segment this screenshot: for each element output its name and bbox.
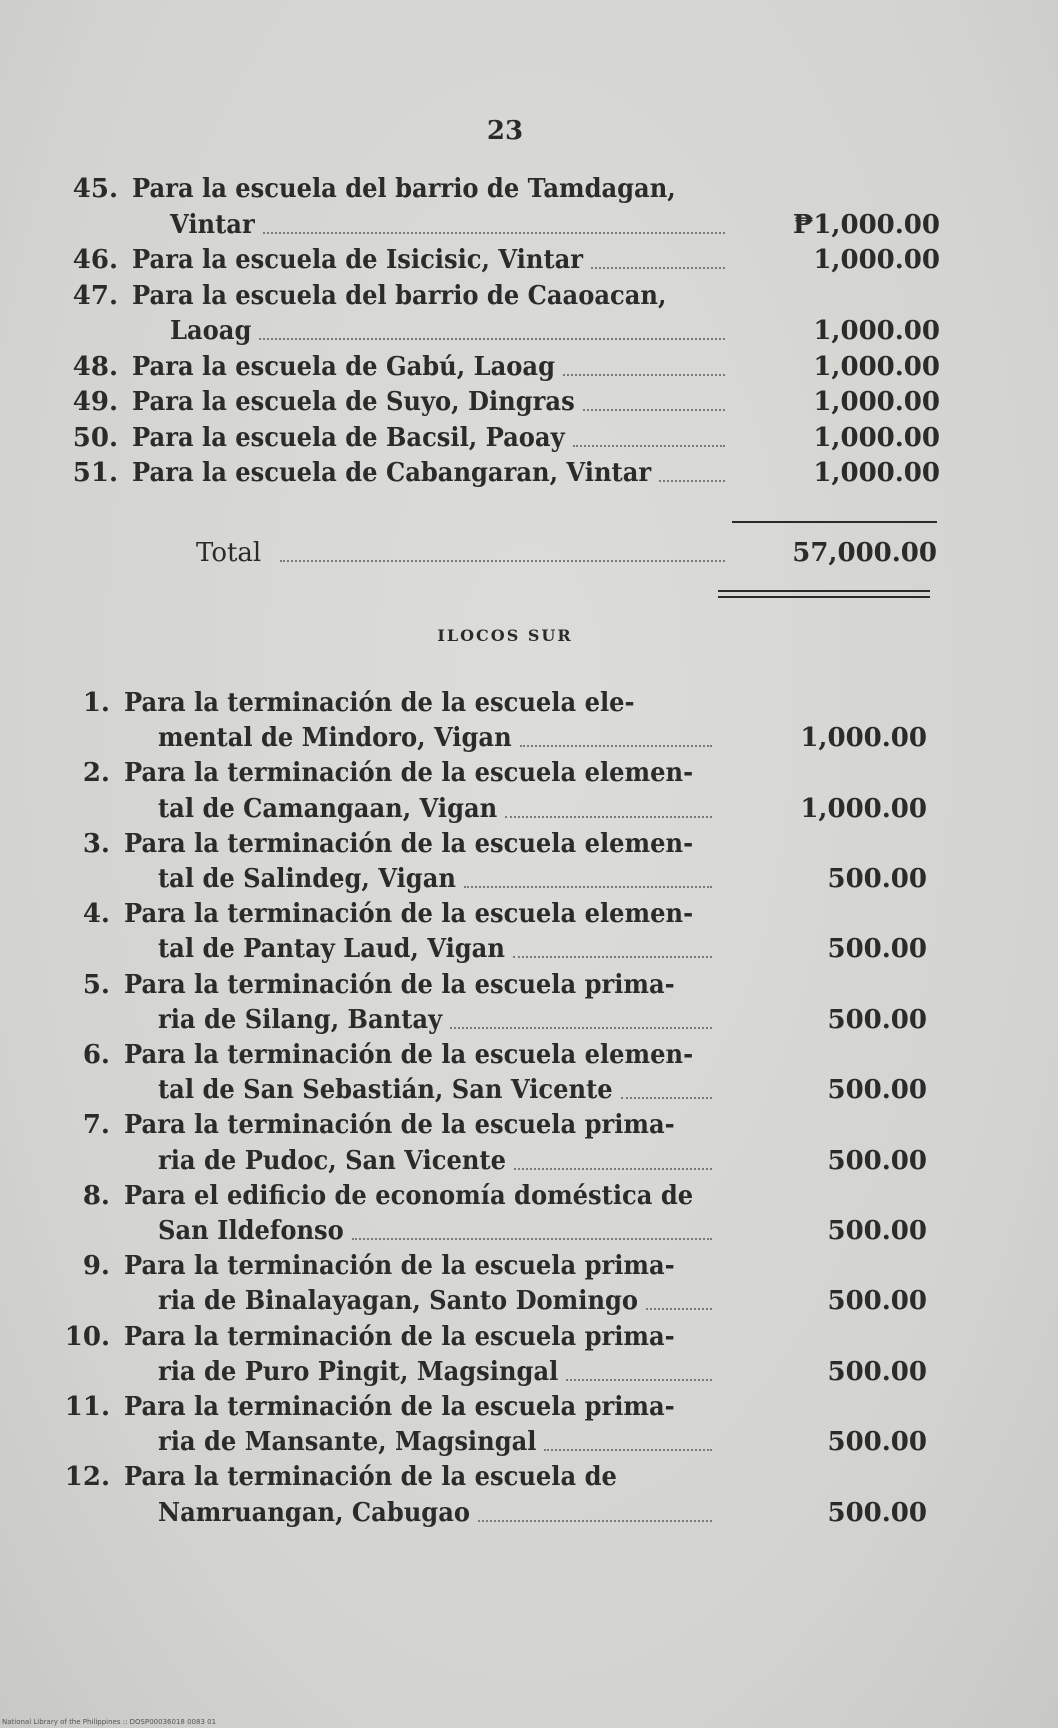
list-item-line bbox=[0, 1284, 1058, 1318]
total-label: Total bbox=[196, 538, 262, 568]
list-item-line bbox=[0, 756, 1058, 790]
list-item-line bbox=[0, 208, 1058, 242]
list-item-line bbox=[0, 686, 1058, 720]
item-description: Para la escuela de Isicisic, Vintar bbox=[132, 245, 584, 275]
item-number: 5. bbox=[82, 969, 110, 1000]
item-description: Para la terminación de la escuela elemen- bbox=[124, 899, 694, 930]
leader-dots bbox=[505, 814, 712, 818]
list-item-line bbox=[0, 1214, 1058, 1248]
list-item-line bbox=[0, 721, 1058, 755]
item-number: 12. bbox=[64, 1462, 110, 1493]
list-item-line bbox=[0, 1320, 1058, 1354]
list-item-line bbox=[0, 1179, 1058, 1213]
leader-dots bbox=[646, 1306, 712, 1310]
item-description: San Ildefonso bbox=[158, 1216, 344, 1246]
list-item-line bbox=[0, 1003, 1058, 1037]
leader-dots bbox=[621, 1095, 712, 1099]
list-item-line bbox=[0, 350, 1058, 384]
item-amount: 500.00 bbox=[827, 1075, 927, 1106]
list-item-line bbox=[0, 279, 1058, 313]
leader-dots bbox=[450, 1025, 712, 1029]
item-amount: 1,000.00 bbox=[813, 458, 940, 488]
item-description: Para el edificio de economía doméstica de bbox=[124, 1180, 694, 1211]
item-description: tal de San Sebastián, San Vicente bbox=[158, 1075, 613, 1106]
item-amount: 1,000.00 bbox=[800, 793, 927, 824]
item-description: Para la terminación de la escuela de bbox=[124, 1462, 617, 1493]
item-description: Para la escuela del barrio de Tamdagan, bbox=[132, 174, 676, 204]
total-double-rule-bottom bbox=[718, 596, 930, 598]
item-number: 1. bbox=[82, 688, 110, 718]
leader-dots bbox=[514, 1166, 712, 1170]
item-description: ria de Binalayagan, Santo Domingo bbox=[158, 1286, 639, 1317]
item-amount: 500.00 bbox=[827, 864, 927, 894]
list-item-line bbox=[0, 827, 1058, 861]
item-amount: ₱1,000.00 bbox=[792, 209, 940, 240]
item-description: tal de Pantay Laud, Vigan bbox=[158, 934, 505, 965]
list-item-line bbox=[0, 1249, 1058, 1283]
item-number: 45. bbox=[72, 174, 118, 204]
list-item-line bbox=[0, 456, 1058, 490]
leader-dots bbox=[583, 407, 725, 411]
item-number: 51. bbox=[72, 458, 118, 488]
item-description: tal de Camangaan, Vigan bbox=[158, 793, 498, 824]
leader-dots bbox=[520, 743, 712, 747]
list-item-line bbox=[0, 897, 1058, 931]
item-number: 7. bbox=[82, 1110, 110, 1141]
item-amount: 1,000.00 bbox=[813, 351, 940, 382]
item-description: ria de Pudoc, San Vicente bbox=[158, 1145, 506, 1176]
item-amount: 500.00 bbox=[827, 1004, 927, 1035]
leader-dots bbox=[573, 443, 725, 447]
item-description: Namruangan, Cabugao bbox=[158, 1497, 471, 1528]
item-description: Para la escuela de Cabangaran, Vintar bbox=[132, 458, 652, 488]
leader-dots bbox=[464, 884, 712, 888]
item-amount: 1,000.00 bbox=[813, 316, 940, 346]
leader-dots bbox=[259, 336, 725, 340]
list-item-line bbox=[0, 1425, 1058, 1459]
leader-dots bbox=[544, 1447, 712, 1451]
item-description: Para la terminación de la escuela elemen- bbox=[124, 758, 694, 789]
leader-dots bbox=[563, 372, 725, 376]
list-item-line bbox=[0, 1144, 1058, 1178]
item-description: Para la terminación de la escuela prima- bbox=[124, 1392, 675, 1422]
item-number: 50. bbox=[72, 422, 118, 453]
item-amount: 500.00 bbox=[827, 1427, 927, 1458]
item-amount: 500.00 bbox=[827, 1216, 927, 1246]
item-number: 11. bbox=[64, 1392, 110, 1422]
item-number: 4. bbox=[82, 899, 110, 930]
leader-dots bbox=[566, 1377, 712, 1381]
list-item-line bbox=[0, 792, 1058, 826]
section-title: ILOCOS SUR bbox=[437, 626, 573, 645]
list-item-line bbox=[0, 968, 1058, 1002]
item-number: 9. bbox=[82, 1251, 110, 1282]
leader-dots bbox=[478, 1518, 712, 1522]
leader-dots bbox=[513, 954, 712, 958]
list-item-line bbox=[0, 1073, 1058, 1107]
item-description: ria de Mansante, Magsingal bbox=[158, 1427, 537, 1458]
list-item-line bbox=[0, 385, 1058, 419]
item-amount: 500.00 bbox=[827, 1286, 927, 1317]
list-item-line bbox=[0, 421, 1058, 455]
item-description: Para la terminación de la escuela prima- bbox=[124, 969, 675, 1000]
item-description: Laoag bbox=[170, 316, 252, 346]
list-item-line bbox=[0, 172, 1058, 206]
total-amount: 57,000.00 bbox=[792, 538, 937, 568]
leader-dots bbox=[280, 558, 725, 562]
item-number: 47. bbox=[72, 280, 118, 311]
item-amount: 500.00 bbox=[827, 1497, 927, 1528]
item-description: Para la terminación de la escuela elemen- bbox=[124, 1040, 694, 1070]
item-amount: 500.00 bbox=[827, 934, 927, 965]
item-description: ria de Puro Pingit, Magsingal bbox=[158, 1356, 559, 1387]
list-item-line bbox=[0, 1355, 1058, 1389]
item-number: 8. bbox=[82, 1180, 110, 1211]
list-item-line bbox=[0, 862, 1058, 896]
item-description: Para la escuela de Gabú, Laoag bbox=[132, 351, 555, 382]
item-amount: 1,000.00 bbox=[800, 723, 927, 754]
page-number: 23 bbox=[486, 116, 524, 146]
list-item-line bbox=[0, 1496, 1058, 1530]
item-amount: 500.00 bbox=[827, 1145, 927, 1176]
leader-dots bbox=[263, 230, 725, 234]
item-description: Vintar bbox=[170, 209, 255, 240]
leader-dots bbox=[659, 478, 725, 482]
item-description: Para la escuela del barrio de Caaoacan, bbox=[132, 280, 667, 311]
item-description: Para la terminación de la escuela prima- bbox=[124, 1110, 675, 1141]
item-description: Para la terminación de la escuela prima- bbox=[124, 1251, 675, 1282]
list-item-line bbox=[0, 1038, 1058, 1072]
item-number: 48. bbox=[72, 351, 118, 382]
total-row bbox=[0, 536, 1058, 570]
item-description: Para la terminación de la escuela ele- bbox=[124, 688, 635, 718]
total-rule bbox=[732, 521, 937, 523]
leader-dots bbox=[591, 265, 725, 269]
item-description: Para la terminación de la escuela elemen- bbox=[124, 828, 694, 859]
item-description: Para la escuela de Bacsil, Paoay bbox=[132, 422, 565, 453]
item-description: Para la escuela de Suyo, Dingras bbox=[132, 387, 575, 417]
list-item-line bbox=[0, 243, 1058, 277]
item-description: tal de Salindeg, Vigan bbox=[158, 864, 456, 894]
item-number: 10. bbox=[64, 1321, 110, 1352]
total-double-rule-top bbox=[718, 590, 930, 592]
item-amount: 500.00 bbox=[827, 1356, 927, 1387]
item-amount: 1,000.00 bbox=[813, 387, 940, 417]
item-number: 49. bbox=[72, 387, 118, 417]
list-item-line bbox=[0, 932, 1058, 966]
item-number: 2. bbox=[82, 758, 110, 789]
list-item-line bbox=[0, 1108, 1058, 1142]
list-item-line bbox=[0, 314, 1058, 348]
item-amount: 1,000.00 bbox=[813, 422, 940, 453]
item-number: 6. bbox=[82, 1040, 110, 1070]
footer-source: National Library of the Philippines :: DOSP00036018 0083 01 bbox=[2, 1718, 217, 1726]
item-description: Para la terminación de la escuela prima- bbox=[124, 1321, 675, 1352]
list-item-line bbox=[0, 1460, 1058, 1494]
item-number: 46. bbox=[72, 245, 118, 275]
leader-dots bbox=[352, 1236, 712, 1240]
item-description: ria de Silang, Bantay bbox=[158, 1004, 443, 1035]
item-amount: 1,000.00 bbox=[813, 245, 940, 275]
list-item-line bbox=[0, 1390, 1058, 1424]
item-number: 3. bbox=[82, 828, 110, 859]
item-description: mental de Mindoro, Vigan bbox=[158, 723, 512, 754]
